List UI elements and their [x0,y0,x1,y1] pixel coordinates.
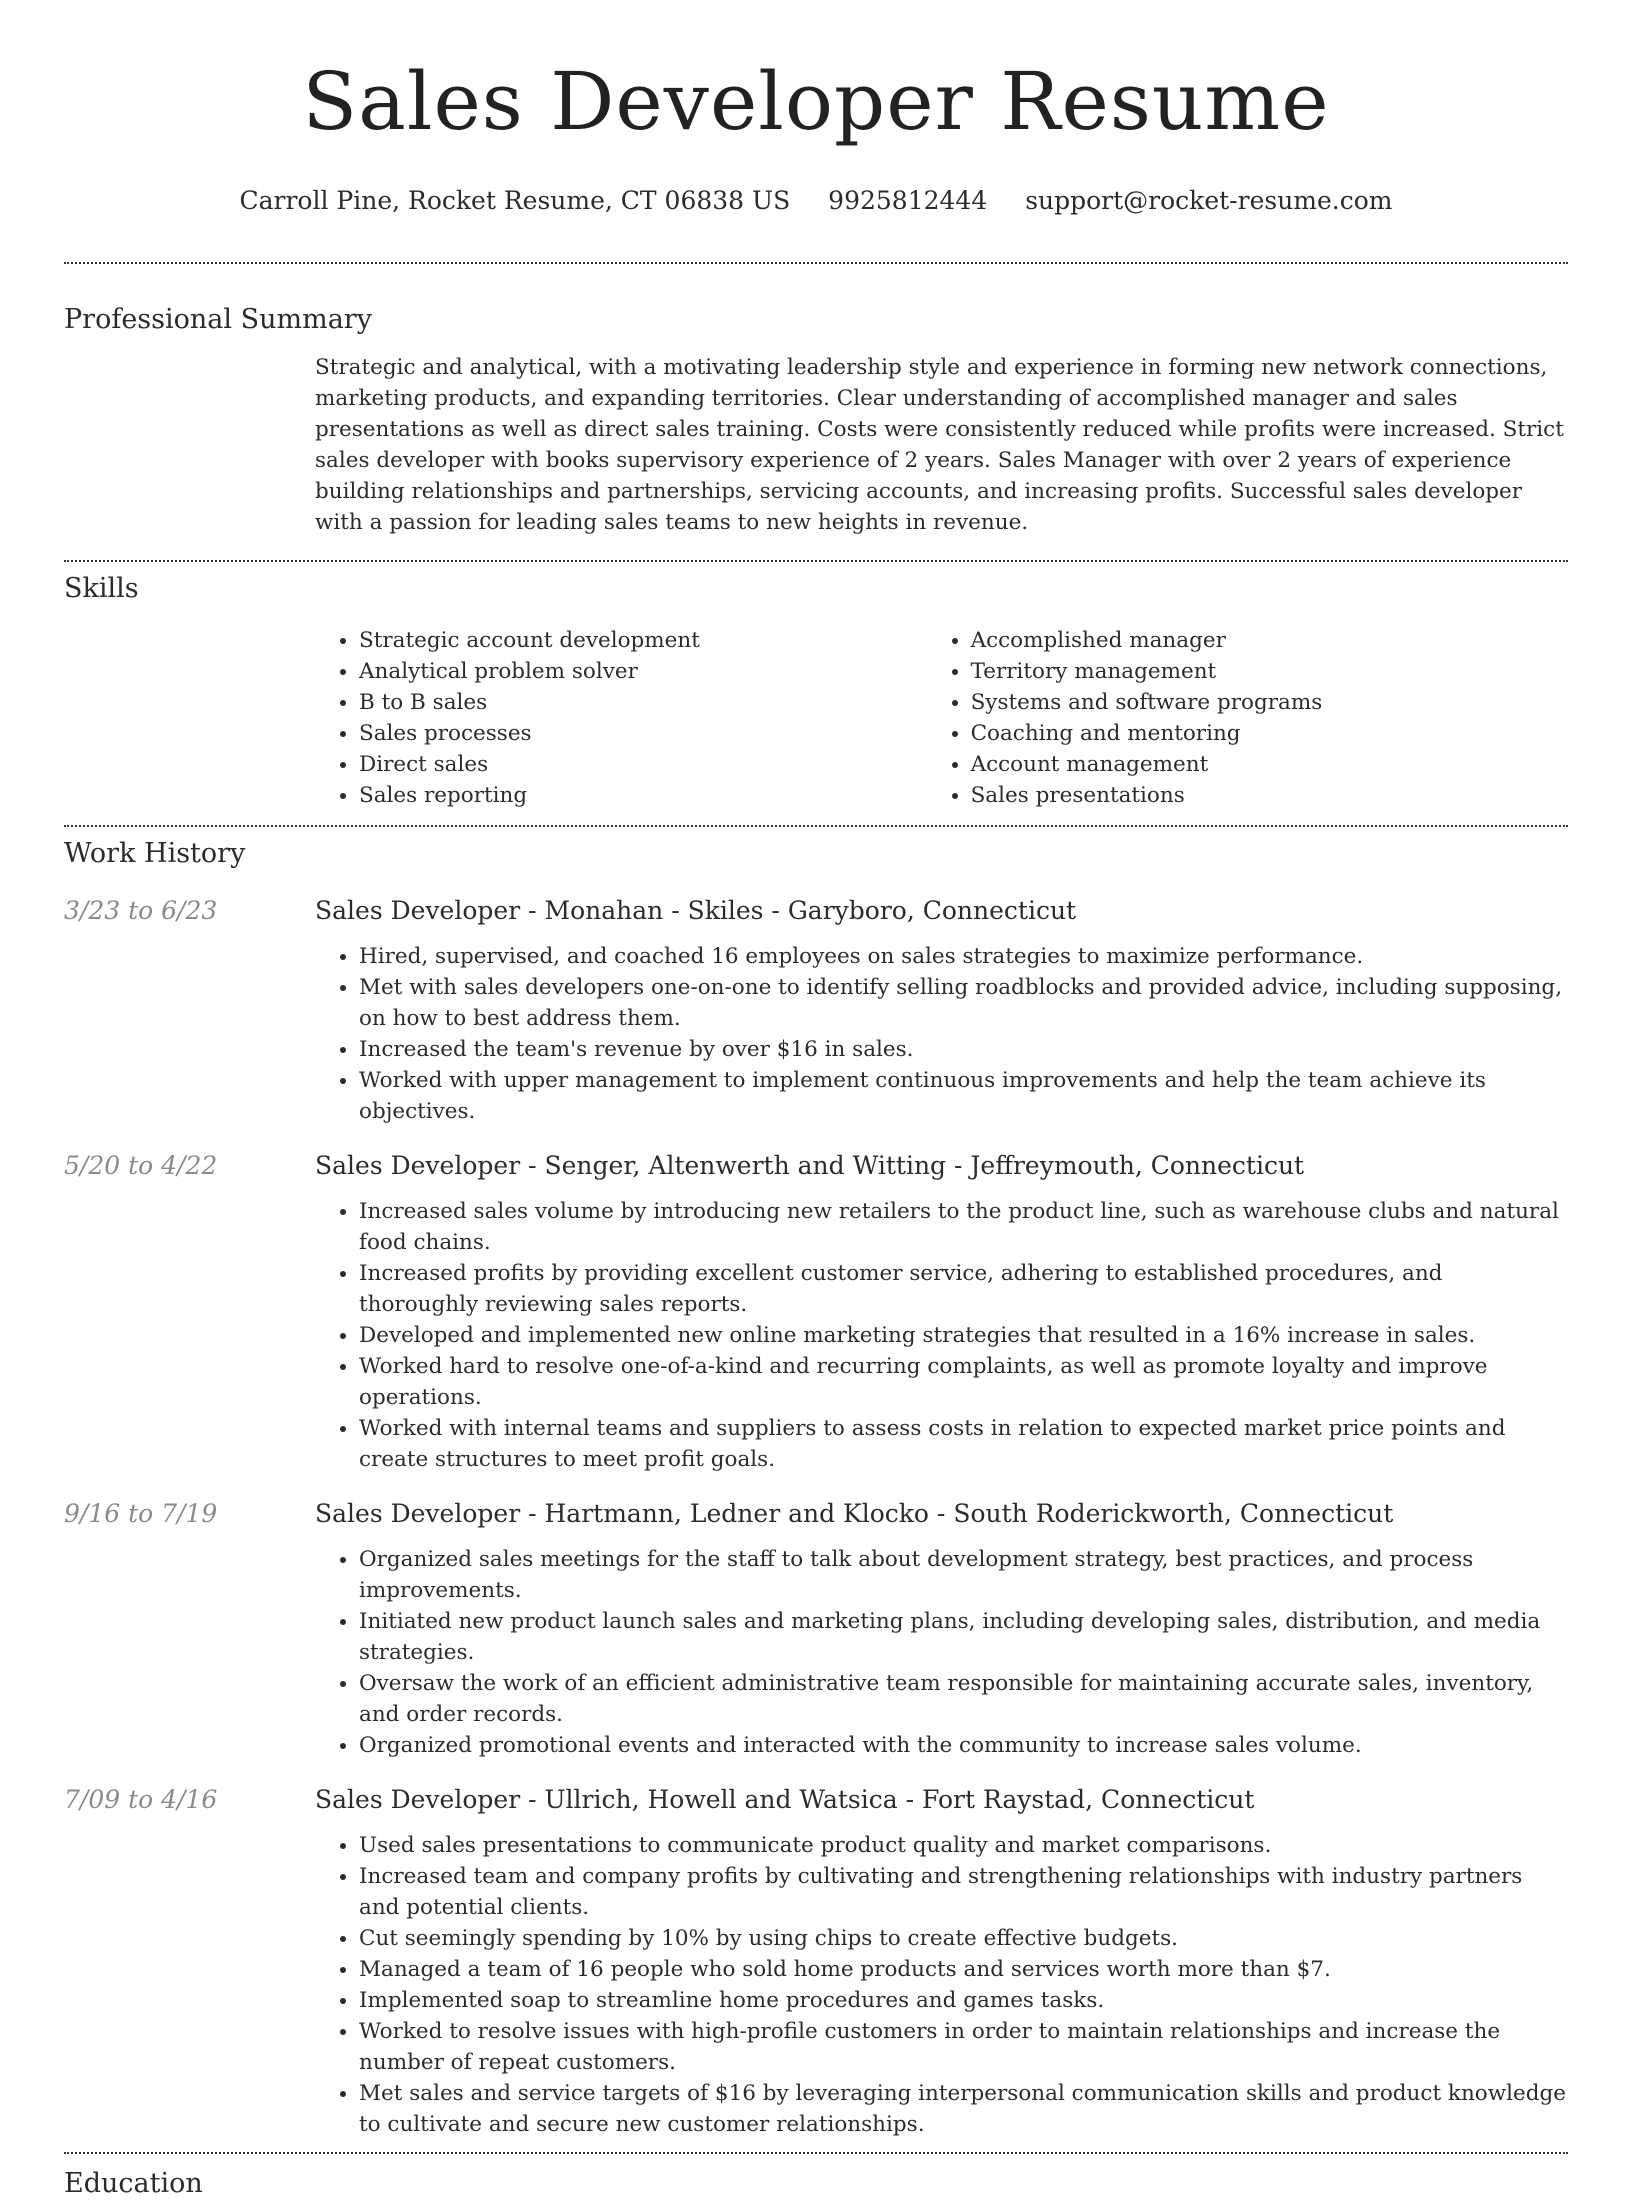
job-bullet: • Worked to resolve issues with high-profile customers in order to maintain relationships and increase the number of repeat customers. [359,2016,1568,2078]
job-details [315,1497,1568,1761]
job-entry [64,1497,1568,1761]
job-bullet: • Worked with upper management to implement continuous improvements and help the team achieve its objectives. [359,1065,1568,1127]
job-details [315,894,1568,1127]
job-bullet: • Managed a team of 16 people who sold home products and services worth more than $7. [359,1954,1568,1985]
resume-name: Sales Developer Resume [302,55,1330,148]
job-title: Sales Developer - Ullrich, Howell and Watsica - Fort Raystad, Connecticut [315,1785,1255,1814]
job-title: Sales Developer - Monahan - Skiles - Garyboro, Connecticut [315,896,1077,925]
skills-list [315,625,1568,811]
job-entry [64,1149,1568,1475]
job-bullets [315,941,1568,1127]
summary-text: Strategic and analytical, with a motivating leadership style and experience in forming new network connections, marketing products, and expanding territories. Clear understanding of accomplished manager and sales presentations as well as direct sales training. Costs were consistently reduced while profits were increased. Strict sales developer with books supervisory experience of 2 years. Sales Manager with over 2 years of experience building relationships and partnerships, servicing accounts, and increasing profits. Successful sales developer with a passion for leading sales teams to new heights in revenue. [315,355,1564,535]
job-bullet: • Implemented soap to streamline home procedures and games tasks. [359,1985,1568,2016]
skills-column-2 [927,625,1568,811]
job-bullet: • Worked hard to resolve one-of-a-kind and recurring complaints, as well as promote loyalty and improve operations. [359,1351,1568,1413]
job-bullet: • Increased the team's revenue by over $16 in sales. [359,1034,1568,1065]
job-entry [64,1783,1568,2140]
summary-heading: Professional Summary [64,304,372,335]
skills-section [0,571,1632,811]
contact-email: support@rocket-resume.com [1025,186,1393,215]
job-entry [64,894,1568,1127]
resume-header [0,0,1632,218]
job-bullets [315,1544,1568,1761]
skill-item: • Direct sales [359,749,927,780]
work-section [0,836,1632,2140]
skill-item: • Sales processes [359,718,927,749]
summary-body [315,352,1568,538]
divider [64,2152,1568,2154]
skill-item: • Sales presentations [971,780,1568,811]
job-title: Sales Developer - Senger, Altenwerth and Witting - Jeffreymouth, Connecticut [315,1151,1305,1180]
job-bullet: • Met with sales developers one-on-one to identify selling roadblocks and provided advice, including supposing, on how to best address them. [359,972,1568,1034]
job-details [315,1783,1568,2140]
skill-item: • B to B sales [359,687,927,718]
job-bullet: • Increased sales volume by introducing new retailers to the product line, such as warehouse clubs and natural food chains. [359,1196,1568,1258]
job-bullet: • Organized sales meetings for the staff to talk about development strategy, best practices, and process improvements. [359,1544,1568,1606]
job-bullet: • Increased profits by providing excellent customer service, adhering to established procedures, and thoroughly reviewing sales reports. [359,1258,1568,1320]
job-bullet: • Worked with internal teams and suppliers to assess costs in relation to expected market price points and create structures to meet profit goals. [359,1413,1568,1475]
divider [64,262,1568,264]
job-bullets [315,1196,1568,1475]
job-bullet: • Cut seemingly spending by 10% by using chips to create effective budgets. [359,1923,1568,1954]
job-details [315,1149,1568,1475]
job-bullet: • Increased team and company profits by cultivating and strengthening relationships with industry partners and potential clients. [359,1861,1568,1923]
contact-line [0,184,1632,218]
job-bullet: • Used sales presentations to communicate product quality and market comparisons. [359,1830,1568,1861]
skill-item: • Sales reporting [359,780,927,811]
skill-item: • Accomplished manager [971,625,1568,656]
skills-heading: Skills [64,573,139,604]
job-dates: 7/09 to 4/16 [64,1785,218,1814]
job-bullet: • Hired, supervised, and coached 16 employees on sales strategies to maximize performance. [359,941,1568,972]
skill-item: • Systems and software programs [971,687,1568,718]
education-section [0,2166,1632,2202]
contact-address: Carroll Pine, Rocket Resume, CT 06838 US [239,186,791,215]
education-heading: Education [64,2168,203,2199]
job-bullet: • Organized promotional events and interacted with the community to increase sales volume. [359,1730,1568,1761]
job-title: Sales Developer - Hartmann, Ledner and Klocko - South Roderickworth, Connecticut [315,1499,1394,1528]
job-dates: 5/20 to 4/22 [64,1151,218,1180]
divider [64,560,1568,562]
job-bullets [315,1830,1568,2140]
job-dates: 9/16 to 7/19 [64,1499,218,1528]
skill-item: • Coaching and mentoring [971,718,1568,749]
summary-section [0,302,1632,538]
job-bullet: • Developed and implemented new online marketing strategies that resulted in a 16% increase in sales. [359,1320,1568,1351]
skill-item: • Territory management [971,656,1568,687]
job-bullet: • Initiated new product launch sales and marketing plans, including developing sales, distribution, and media strategies. [359,1606,1568,1668]
work-heading: Work History [64,838,246,869]
job-dates: 3/23 to 6/23 [64,896,218,925]
skill-item: • Strategic account development [359,625,927,656]
skill-item: • Account management [971,749,1568,780]
contact-phone: 9925812444 [828,186,988,215]
job-bullet: • Oversaw the work of an efficient administrative team responsible for maintaining accurate sales, inventory, and order records. [359,1668,1568,1730]
divider [64,825,1568,827]
skills-column-1 [315,625,927,811]
skill-item: • Analytical problem solver [359,656,927,687]
job-bullet: • Met sales and service targets of $16 by leveraging interpersonal communication skills and product knowledge to cultivate and secure new customer relationships. [359,2078,1568,2140]
